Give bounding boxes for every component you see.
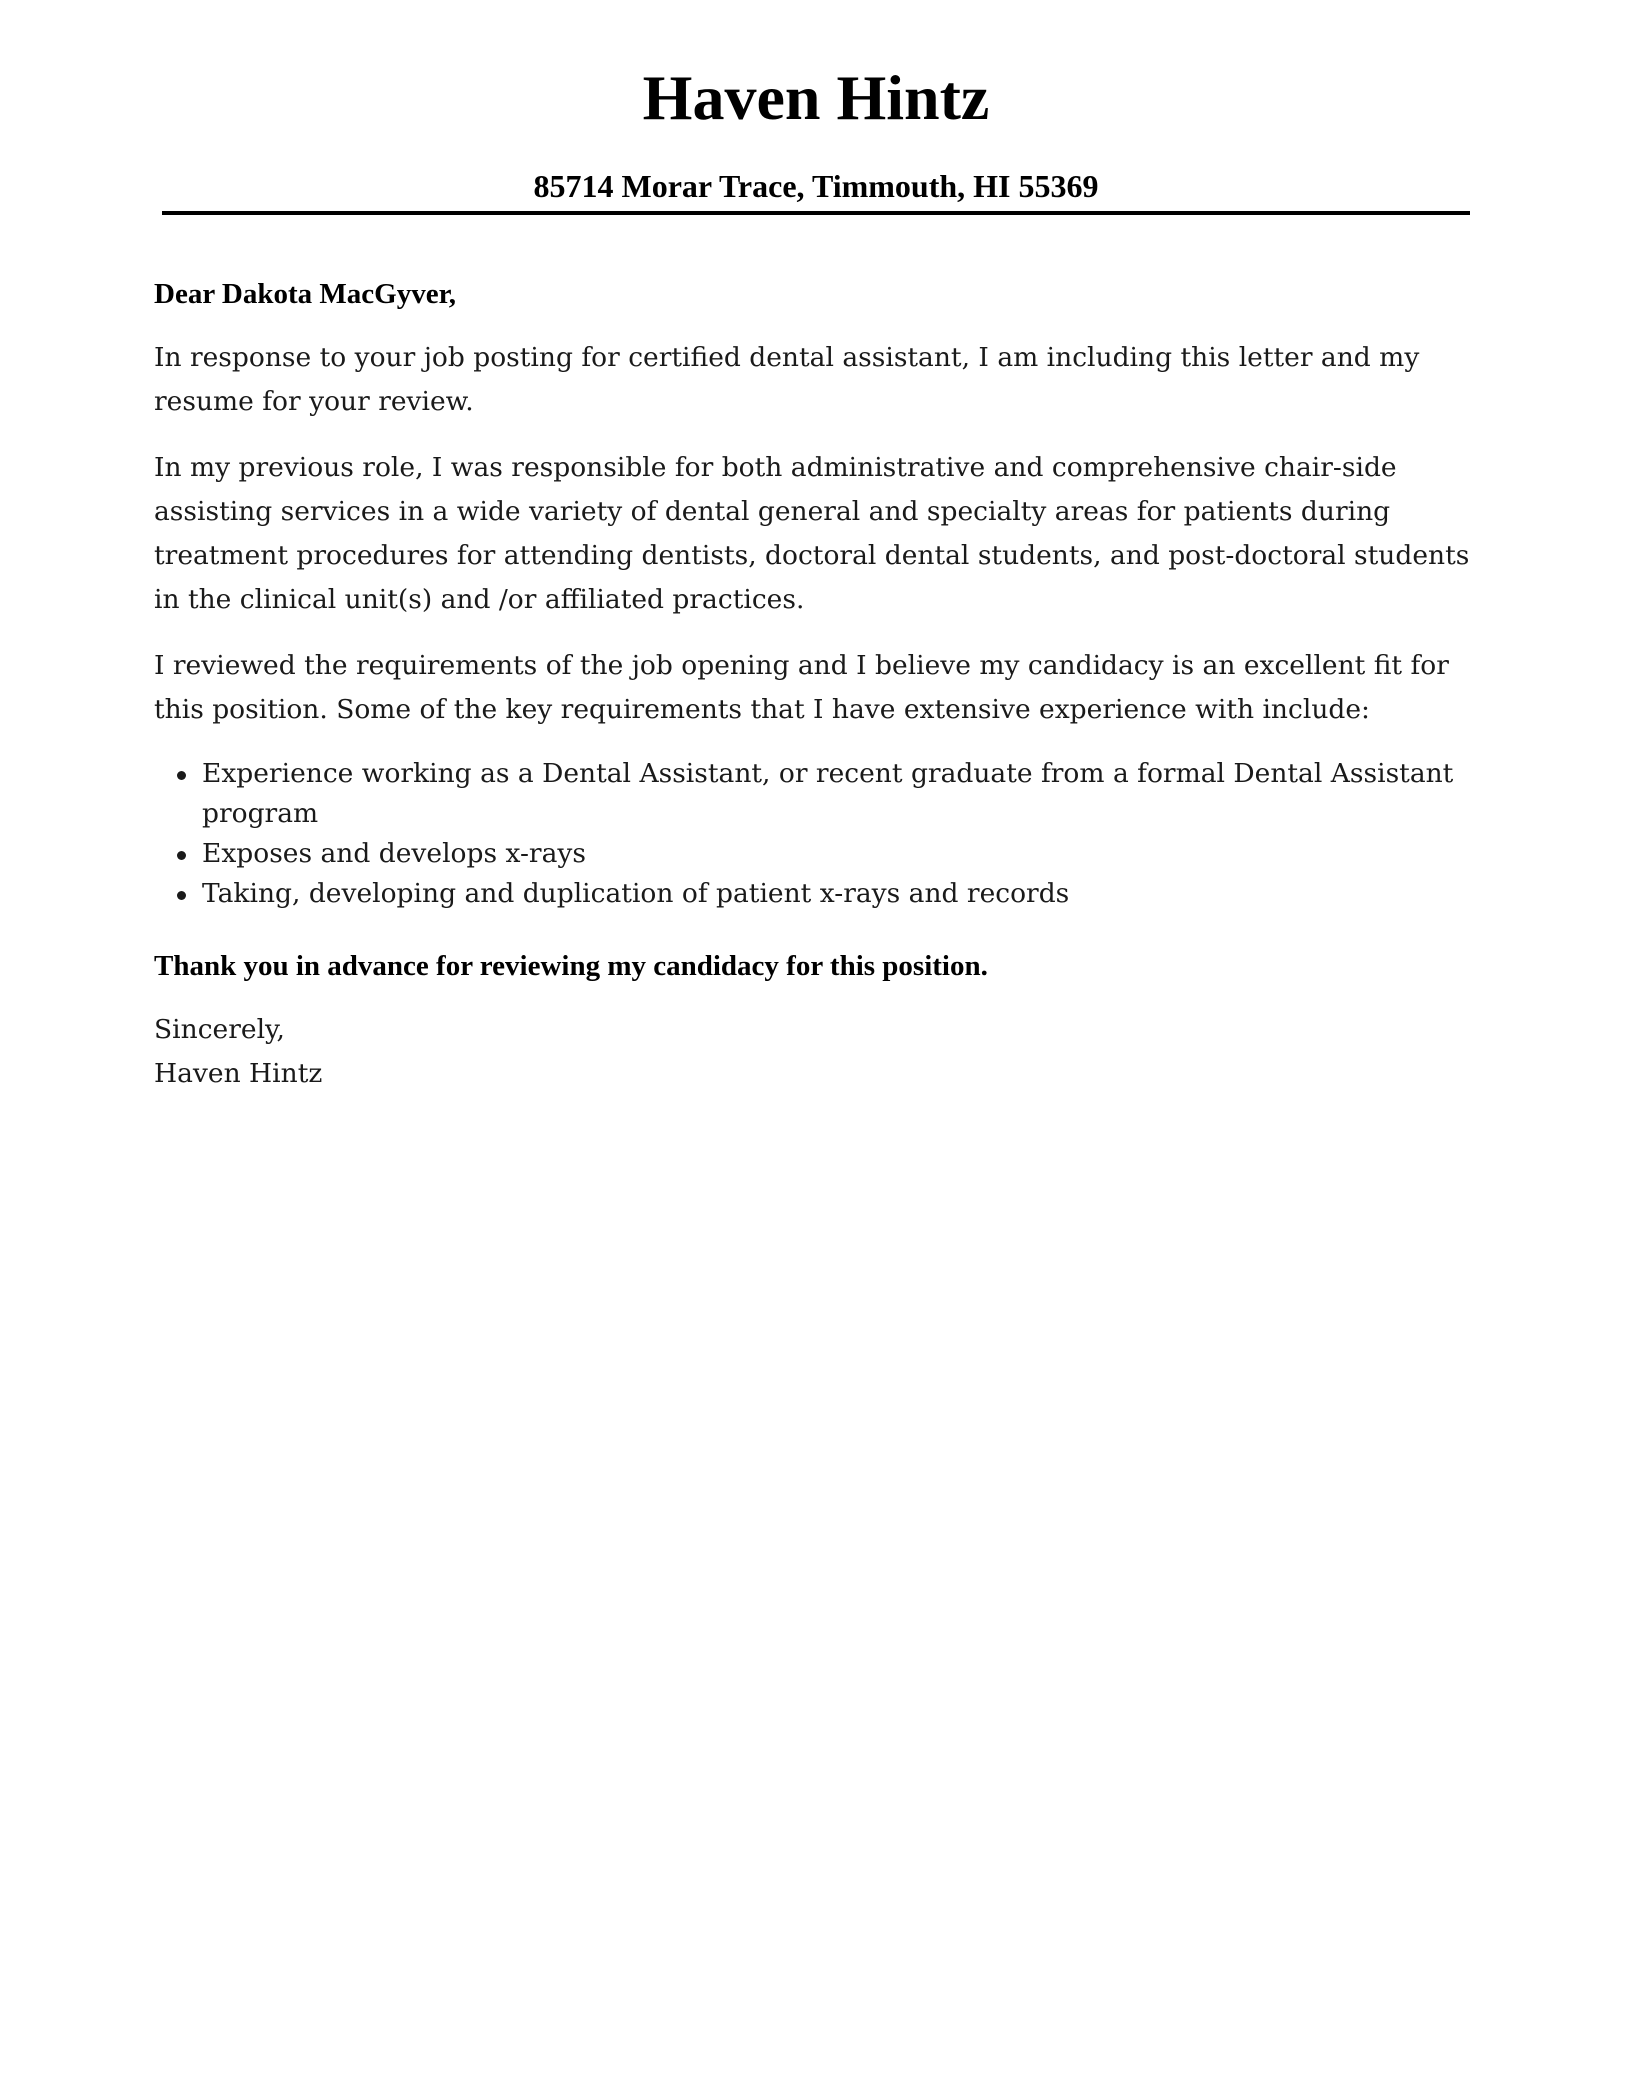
requirement-text: Exposes and develops x-rays [202, 838, 586, 869]
signoff: Sincerely, [154, 1014, 285, 1045]
requirement-item [202, 834, 1484, 874]
bullet-icon [177, 891, 186, 900]
requirement-text: Taking, developing and duplication of patient x-rays and records [202, 878, 1070, 909]
requirement-text: Experience working as a Dental Assistant, or recent graduate from a formal Dental Assistant program [202, 758, 1454, 829]
experience-paragraph: In my previous role, I was responsible for both administrative and comprehensive chair-side assisting services in a wide variety of dental general and specialty areas for patients during treatment procedures for attending dentists, doctoral dental students, and post-doctoral students in the clinical unit(s) and /or affiliated practices. [154, 452, 1470, 615]
bullet-icon [177, 851, 186, 860]
applicant-name: Haven Hintz [642, 62, 990, 133]
header-divider [162, 211, 1470, 215]
requirement-item [202, 874, 1484, 914]
signoff-block [154, 1008, 1484, 1096]
fit-paragraph: I reviewed the requirements of the job opening and I believe my candidacy is an excellent fit for this position. Some of the key requirements that I have extensive experience with include: [154, 650, 1449, 725]
intro-paragraph: In response to your job posting for certified dental assistant, I am including this letter and my resume for your review. [154, 342, 1420, 417]
salutation: Dear Dakota MacGyver, [154, 278, 457, 310]
applicant-address: 85714 Morar Trace, Timmouth, HI 55369 [533, 168, 1099, 204]
closing-statement: Thank you in advance for reviewing my candidacy for this position. [154, 950, 988, 982]
requirements-list [154, 754, 1484, 914]
signature-name: Haven Hintz [154, 1058, 323, 1089]
letter-body [154, 272, 1484, 1096]
requirement-item [202, 754, 1484, 834]
bullet-icon [177, 771, 186, 780]
